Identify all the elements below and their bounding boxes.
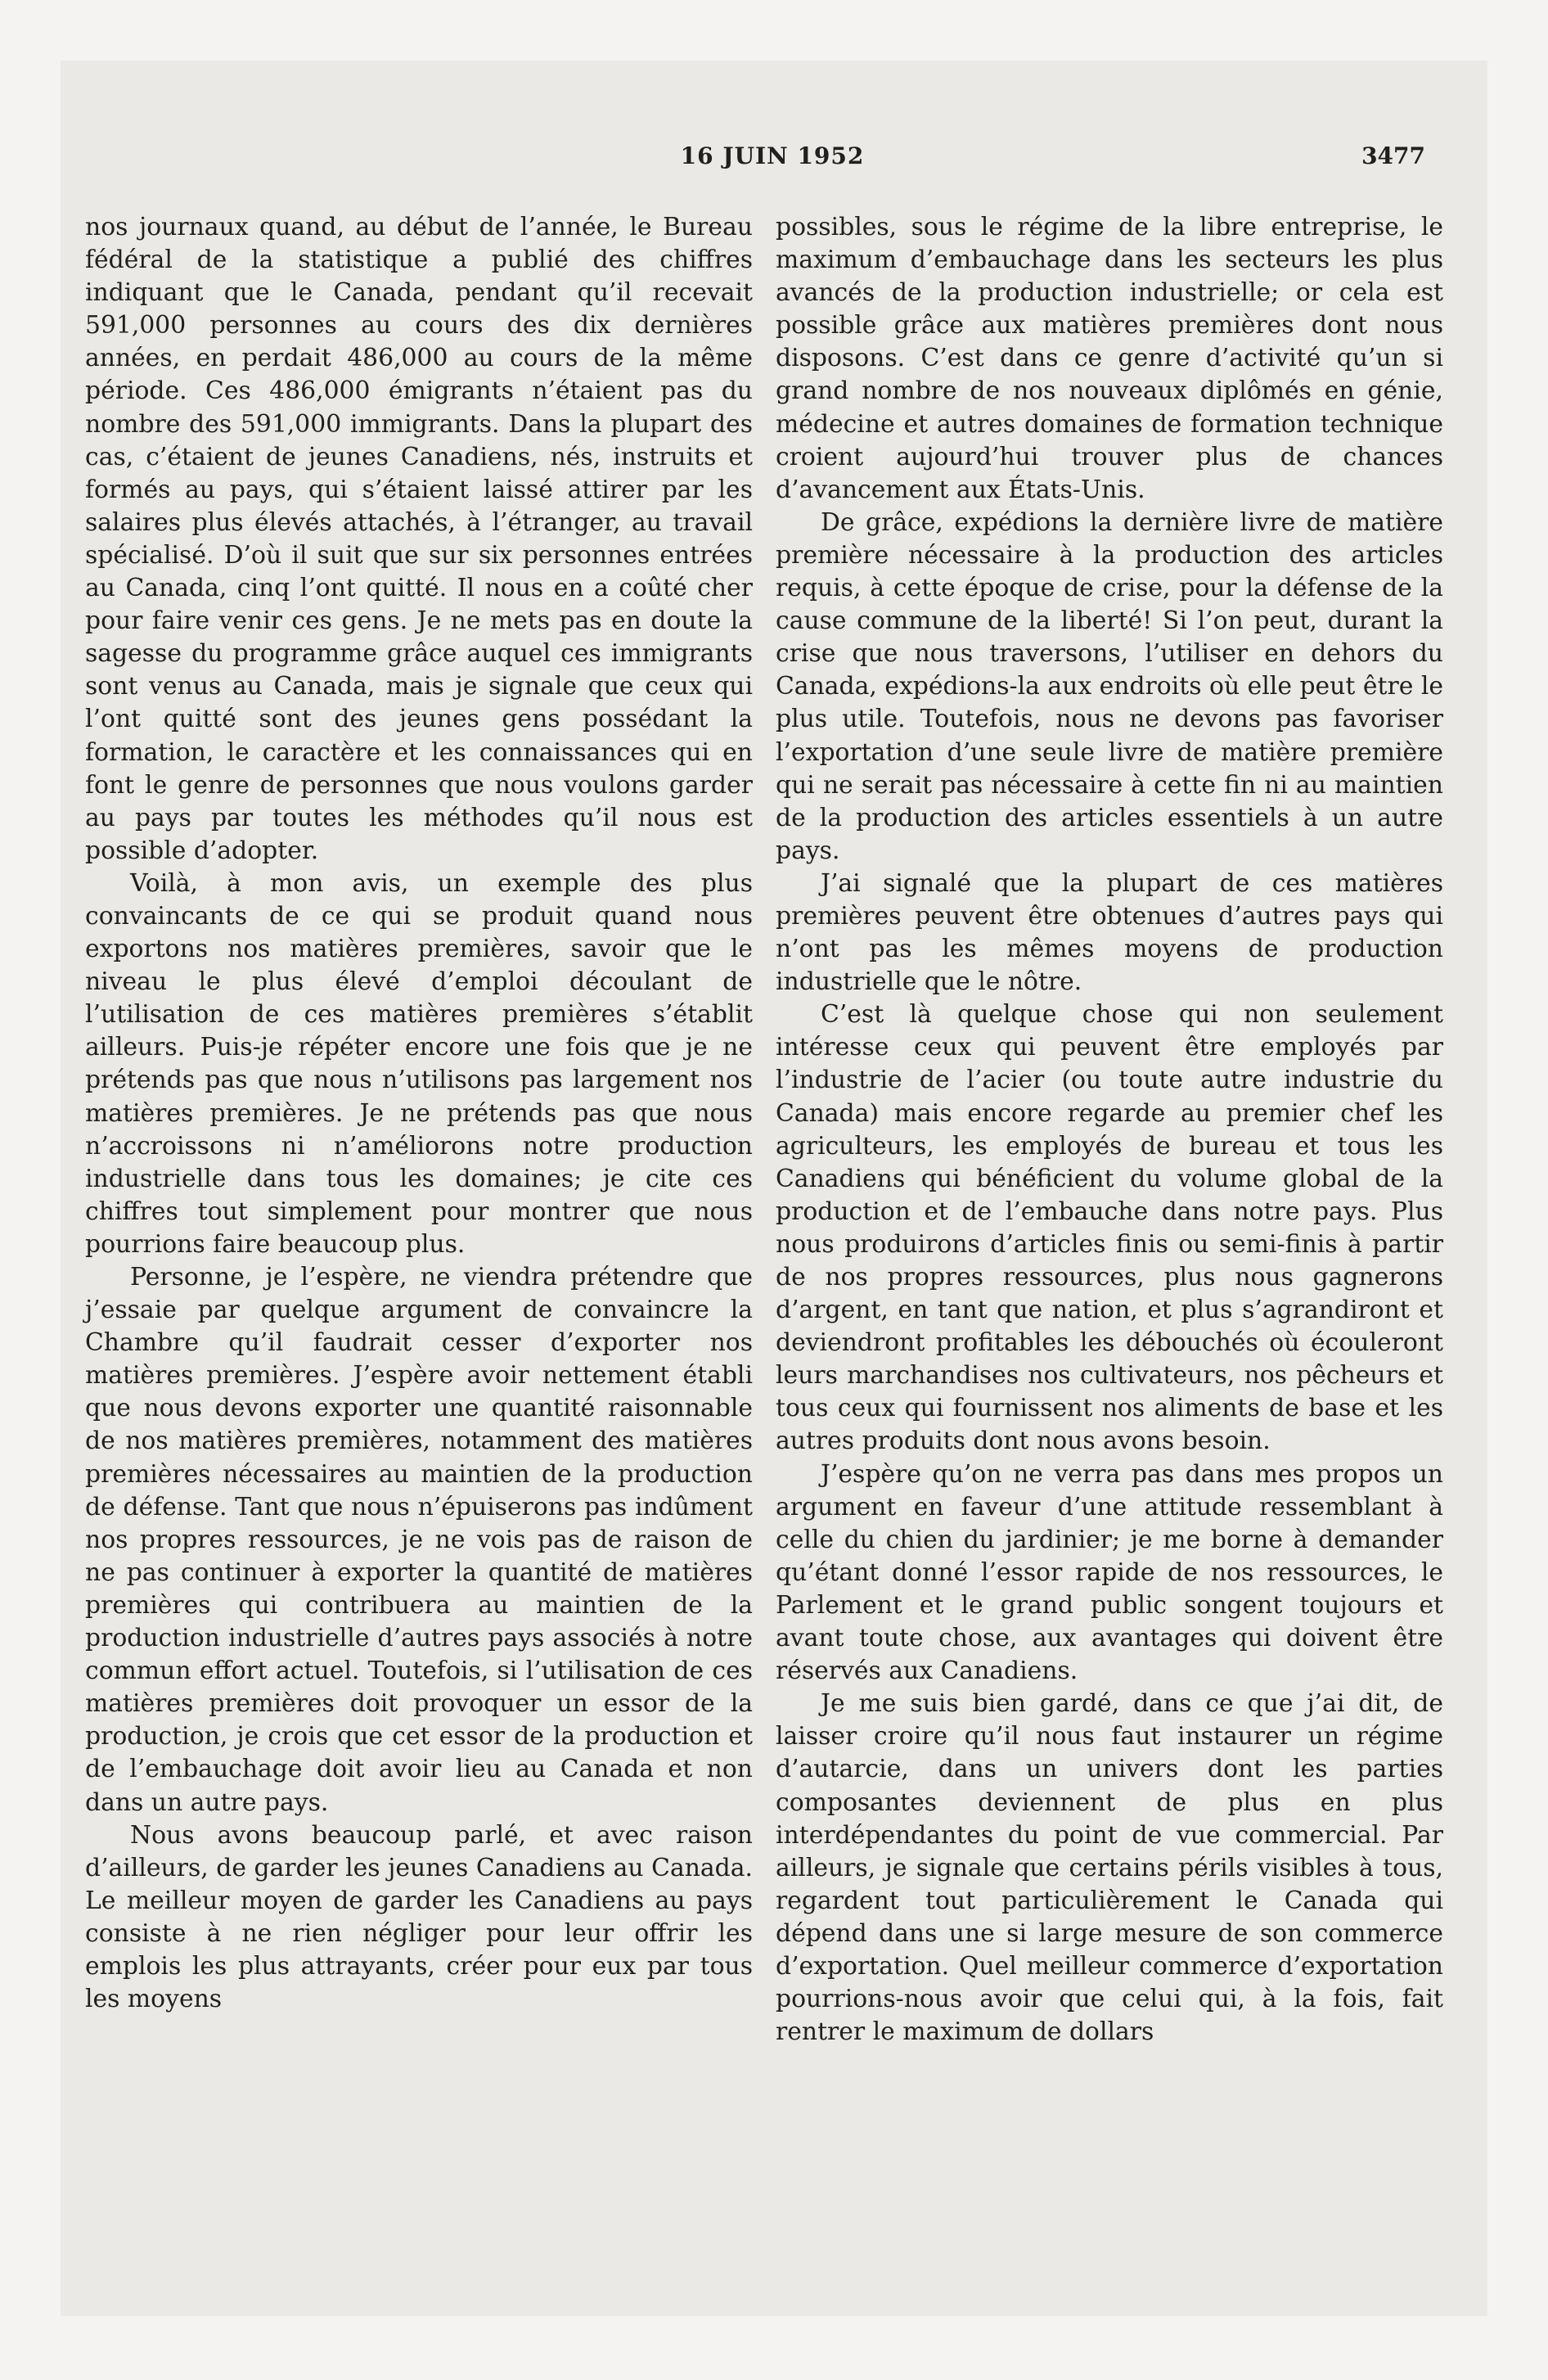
right-column bbox=[776, 211, 1443, 2049]
paragraph: De grâce, expédions la dernière livre de matière première nécessaire à la production des articles requis, à cette époque de crise, pour la défense de la cause commune de la liberté! Si l’on peut, durant la crise que nous traversons, l’utiliser en dehors du Canada, expédions-la aux endroits où elle peut être le plus utile. Toutefois, nous ne devons pas favoriser l’exportation d’une seule livre de matière première qui ne serait pas nécessaire à cette fin ni au maintien de la production des articles essentiels à un autre pays. bbox=[776, 507, 1443, 865]
paragraph: nos journaux quand, au début de l’année, le Bureau fédéral de la statistique a publié des chiffres indiquant que le Canada, pendant qu’il recevait 591,000 personnes au cours des dix dernières années, en perdait 486,000 au cours de la même période. Ces 486,000 émigrants n’étaient pas du nombre des 591,000 immigrants. Dans la plupart des cas, c’étaient de jeunes Canadiens, nés, instruits et formés au pays, qui s’étaient laissé attirer par les salaires plus élevés attachés, à l’étranger, au travail spécialisé. D’où il suit que sur six personnes entrées au Canada, cinq l’ont quitté. Il nous en a coûté cher pour faire venir ces gens. Je ne mets pas en doute la sagesse du programme grâce auquel ces immigrants sont venus au Canada, mais je signale que ceux qui l’ont quitté sont des jeunes gens possédant la formation, le caractère et les connaissances qui en font le genre de personnes que nous voulons garder au pays par toutes les méthodes qu’il nous est possible d’adopter. bbox=[85, 213, 753, 865]
paragraph: C’est là quelque chose qui non seulement intéresse ceux qui peuvent être employés par l’industrie de l’acier (ou toute autre industrie du Canada) mais encore regarde au premier chef les agriculteurs, les employés de bureau et tous les Canadiens qui bénéficient du volume global de la production et de l’embauche dans notre pays. Plus nous produirons d’articles finis ou semi-finis à partir de nos propres ressources, plus nous gagnerons d’argent, en tant que nation, et plus s’agrandiront et deviendront profitables les débouchés où écouleront leurs marchandises nos cultivateurs, nos pêcheurs et tous ceux qui fournissent nos aliments de base et les autres produits dont nous avons besoin. bbox=[776, 1000, 1443, 1456]
paragraph: possibles, sous le régime de la libre entreprise, le maximum d’embauchage dans les secteurs les plus avancés de la production industrielle; or cela est possible grâce aux matières premières dont nous disposons. C’est dans ce genre d’activité qu’un si grand nombre de nos nouveaux diplômés en génie, médecine et autres domaines de formation technique croient aujourd’hui trouver plus de chances d’avancement aux États-Unis. bbox=[776, 213, 1443, 504]
paragraph: J’ai signalé que la plupart de ces matières premières peuvent être obtenues d’autres pays qui n’ont pas les mêmes moyens de production industrielle que le nôtre. bbox=[776, 868, 1443, 997]
paragraph: Personne, je l’espère, ne viendra prétendre que j’essaie par quelque argument de convaincre la Chambre qu’il faudrait cesser d’exporter nos matières premières. J’espère avoir nettement établi que nous devons exporter une quantité raisonnable de nos matières premières, notamment des matières premières nécessaires au maintien de la production de défense. Tant que nous n’épuiserons pas indûment nos propres ressources, je ne vois pas de raison de ne pas continuer à exporter la quantité de matières premières qui contribuera au maintien de la production industrielle d’autres pays associés à notre commun effort actuel. Toutefois, si l’utilisation de ces matières premières doit provoquer un essor de la production, je crois que cet essor de la production et de l’embauchage doit avoir lieu au Canada et non dans un autre pays. bbox=[85, 1263, 753, 1817]
page-number: 3477 bbox=[1361, 142, 1425, 169]
paragraph: Je me suis bien gardé, dans ce que j’ai dit, de laisser croire qu’il nous faut instaurer un régime d’autarcie, dans un univers dont les parties composantes deviennent de plus en plus interdépendantes du point de vue commercial. Par ailleurs, je signale que certains périls visibles à tous, regardent tout particulièrement le Canada qui dépend dans une si large mesure de son commerce d’exportation. Quel meilleur commerce d’exportation pourrions-nous avoir que celui qui, à la fois, fait rentrer le maximum de dollars bbox=[776, 1689, 1443, 2047]
page-header bbox=[119, 142, 1425, 175]
document-page bbox=[61, 61, 1487, 2316]
paragraph: Nous avons beaucoup parlé, et avec raison d’ailleurs, de garder les jeunes Canadiens au Canada. Le meilleur moyen de garder les Canadiens au pays consiste à ne rien négliger pour leur offrir les emplois les plus attrayants, créer pour eux par tous les moyens bbox=[85, 1820, 753, 2014]
header-date: 16 JUIN 1952 bbox=[680, 142, 865, 169]
paragraph: J’espère qu’on ne verra pas dans mes propos un argument en faveur d’une attitude ressemblant à celle du chien du jardinier; je me borne à demander qu’étant donné l’essor rapide de nos ressources, le Parlement et le grand public songent toujours et avant toute chose, aux avantages qui doivent être réservés aux Canadiens. bbox=[776, 1459, 1443, 1686]
left-column bbox=[85, 211, 753, 2016]
paragraph: Voilà, à mon avis, un exemple des plus convaincants de ce qui se produit quand nous exportons nos matières premières, savoir que le niveau le plus élevé d’emploi découlant de l’utilisation de ces matières premières s’établit ailleurs. Puis-je répéter encore une fois que je ne prétends pas que nous n’utilisons pas largement nos matières premières. Je ne prétends pas que nous n’accroissons ni n’améliorons notre production industrielle dans tous les domaines; je cite ces chiffres tout simplement pour montrer que nous pourrions faire beaucoup plus. bbox=[85, 868, 753, 1259]
